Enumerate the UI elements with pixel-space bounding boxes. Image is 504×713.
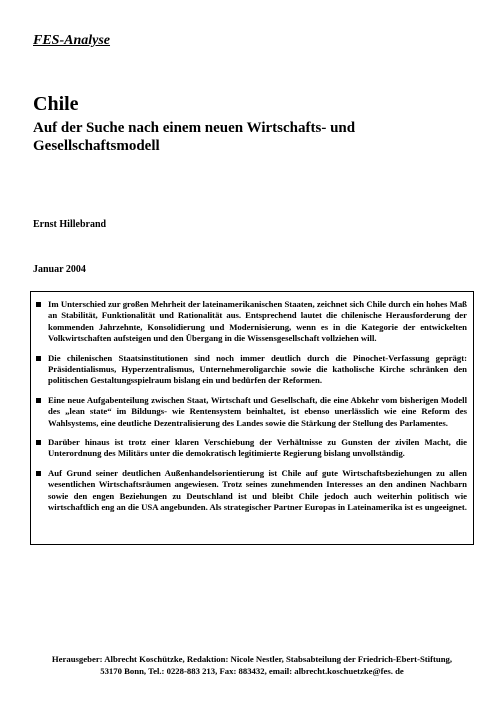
summary-item-text: Im Unterschied zur großen Mehrheit der lateinamerikanischen Staaten, zeichnet sich Chile durch ein hohes Maß an Stabilität, Funktionalität und Rationalität aus. Entsprechend lautet die chilenische Herausforderung der kommenden Jahrzehnte, Konsolidierung und Modernisierung, wenn es in die Kategorie der entwickelten Volkwirtschaften aufsteigen und den Übergang in die Wissensgesellschaft vollziehen will. [48,299,467,344]
summary-item-text: Darüber hinaus ist trotz einer klaren Verschiebung der Verhältnisse zu Gunsten der zivilen Macht, die Unterordnung des Militärs unter die demokratisch legitimierte Regierung bislang unvollständig. [48,437,467,459]
square-bullet-icon [36,302,41,307]
series-label: FES-Analyse [33,33,111,48]
summary-item [36,437,467,460]
footer-line-contact: 53170 Bonn, Tel.: 0228-883 213, Fax: 883432, email: albrecht.koschuetzke@fes. de [100,665,404,676]
summary-item-text: Eine neue Aufgabenteilung zwischen Staat, Wirtschaft und Gesellschaft, die eine Abkehr vom bisherigen Modell des „lean state“ im Bildungs- wie Rentensystem beinhaltet, ist ebenso unerlässlich wie eine Reform des Wahlsystems, eine deutliche Dezentralisierung des Landes sowie die Stärkung der Stellung des Parlamentes. [48,394,467,428]
summary-item [36,395,467,429]
page-subtitle: Auf der Suche nach einem neuen Wirtschafts- und Gesellschaftsmodell [33,120,356,154]
summary-list [36,299,467,514]
square-bullet-icon [36,398,41,403]
publication-date: Januar 2004 [33,264,86,275]
square-bullet-icon [36,356,41,361]
summary-item-text: Auf Grund seiner deutlichen Außenhandelsorientierung ist Chile auf gute Wirtschaftsbeziehungen zu allen wesentlichen Wirtschaftsräumen angewiesen. Trotz seines zunehmenden Interesses an den andinen Nachbarn sowie den engen Beziehungen zu Deutschland ist und bleibt Chile jedoch auch weiterhin politisch wie wirtschaftlich eng an die USA angebunden. Als strategischer Partner Europas in Lateinamerika ist es ungeeignet. [48,467,467,513]
summary-item [36,353,467,387]
summary-item-text: Die chilenischen Staatsinstitutionen sind noch immer deutlich durch die Pinochet-Verfassung geprägt: Präsidentialismus, Hyperzentralismus, Unternehmeroligarchie sowie die katholische Kirche schränken den politischen Gestaltungsspielraum bislang ein und bedürfen der Reformen. [48,352,467,386]
page-title: Chile [33,93,79,115]
publisher-footer [20,654,484,677]
square-bullet-icon [36,471,41,476]
square-bullet-icon [36,440,41,445]
summary-item [36,468,467,514]
summary-item [36,299,467,345]
summary-box [30,291,474,545]
author-name: Ernst Hillebrand [33,219,107,230]
footer-line-publisher: Herausgeber: Albrecht Koschützke, Redaktion: Nicole Nestler, Stabsabteilung der Friedrich-Ebert-Stiftung, [51,654,453,664]
